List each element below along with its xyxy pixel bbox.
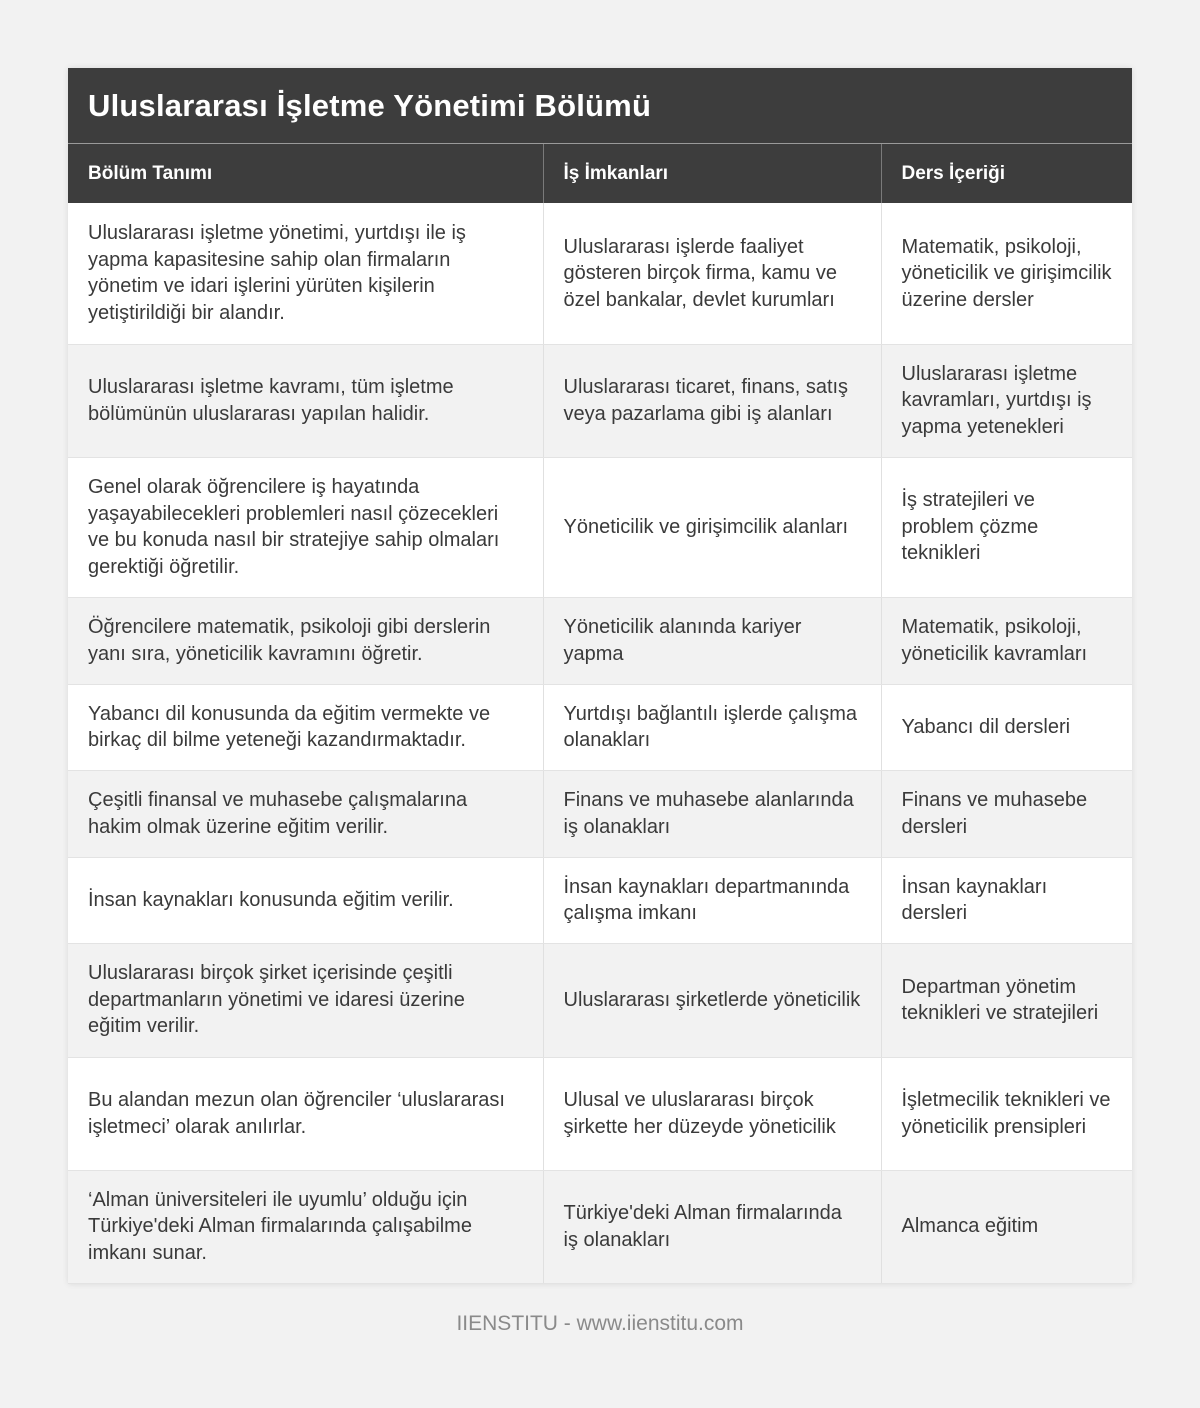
table-row — [68, 1057, 1132, 1170]
cell-bolum-tanimi: Uluslararası işletme yönetimi, yurtdışı ile iş yapma kapasitesine sahip olan firmaların yönetim ve idari işlerini yürüten kişilerin yetiştirildiği bir alandır. — [68, 203, 543, 344]
table-row — [68, 943, 1132, 1057]
cell-is-imkanlari: Uluslararası ticaret, finans, satış veya pazarlama gibi iş alanları — [543, 344, 881, 457]
cell-ders-icerigi: Finans ve muhasebe dersleri — [881, 770, 1132, 857]
cell-bolum-tanimi: Bu alandan mezun olan öğrenciler ‘uluslararası işletmeci’ olarak anılırlar. — [68, 1057, 543, 1170]
header-ders-icerigi: Ders İçeriği — [881, 144, 1132, 203]
cell-bolum-tanimi: Öğrencilere matematik, psikoloji gibi derslerin yanı sıra, yöneticilik kavramını öğretir. — [68, 597, 543, 684]
cell-bolum-tanimi: ‘Alman üniversiteleri ile uyumlu’ olduğu için Türkiye'deki Alman firmalarında çalışabilme imkanı sunar. — [68, 1170, 543, 1283]
header-row — [68, 144, 1132, 203]
table-card — [68, 68, 1132, 1284]
cell-bolum-tanimi: İnsan kaynakları konusunda eğitim verilir. — [68, 857, 543, 943]
cell-bolum-tanimi: Uluslararası işletme kavramı, tüm işletme bölümünün uluslararası yapılan halidir. — [68, 344, 543, 457]
cell-ders-icerigi: Yabancı dil dersleri — [881, 684, 1132, 770]
cell-is-imkanlari: Ulusal ve uluslararası birçok şirkette her düzeyde yöneticilik — [543, 1057, 881, 1170]
cell-is-imkanlari: Yöneticilik alanında kariyer yapma — [543, 597, 881, 684]
cell-is-imkanlari: Türkiye'deki Alman firmalarında iş olanakları — [543, 1170, 881, 1283]
cell-ders-icerigi: Matematik, psikoloji, yöneticilik ve girişimcilik üzerine dersler — [881, 203, 1132, 344]
cell-is-imkanlari: Yurtdışı bağlantılı işlerde çalışma olanakları — [543, 684, 881, 770]
table-row — [68, 684, 1132, 770]
cell-ders-icerigi: İş stratejileri ve problem çözme teknikleri — [881, 457, 1132, 597]
header-bolum-tanimi: Bölüm Tanımı — [68, 144, 543, 203]
header-is-imkanlari: İş İmkanları — [543, 144, 881, 203]
table-row — [68, 857, 1132, 943]
cell-ders-icerigi: Matematik, psikoloji, yöneticilik kavramları — [881, 597, 1132, 684]
cell-bolum-tanimi: Uluslararası birçok şirket içerisinde çeşitli departmanların yönetimi ve idaresi üzerine eğitim verilir. — [68, 943, 543, 1057]
table-row — [68, 597, 1132, 684]
cell-ders-icerigi: Uluslararası işletme kavramları, yurtdışı iş yapma yetenekleri — [881, 344, 1132, 457]
table-row — [68, 203, 1132, 344]
page-title: Uluslararası İşletme Yönetimi Bölümü — [88, 87, 652, 123]
cell-ders-icerigi: İşletmecilik teknikleri ve yöneticilik prensipleri — [881, 1057, 1132, 1170]
cell-is-imkanlari: Uluslararası işlerde faaliyet gösteren birçok firma, kamu ve özel bankalar, devlet kurumları — [543, 203, 881, 344]
cell-is-imkanlari: Yöneticilik ve girişimcilik alanları — [543, 457, 881, 597]
cell-bolum-tanimi: Çeşitli finansal ve muhasebe çalışmalarına hakim olmak üzerine eğitim verilir. — [68, 770, 543, 857]
info-table — [68, 144, 1132, 1284]
table-row — [68, 457, 1132, 597]
title-bar — [68, 68, 1132, 144]
cell-ders-icerigi: İnsan kaynakları dersleri — [881, 857, 1132, 943]
cell-is-imkanlari: Finans ve muhasebe alanlarında iş olanakları — [543, 770, 881, 857]
table-row — [68, 344, 1132, 457]
table-row — [68, 1170, 1132, 1283]
cell-ders-icerigi: Almanca eğitim — [881, 1170, 1132, 1283]
cell-ders-icerigi: Departman yönetim teknikleri ve stratejileri — [881, 943, 1132, 1057]
cell-bolum-tanimi: Yabancı dil konusunda da eğitim vermekte ve birkaç dil bilme yeteneği kazandırmaktadır. — [68, 684, 543, 770]
footer-credit: IIENSTITU - www.iienstitu.com — [456, 1312, 744, 1335]
cell-bolum-tanimi: Genel olarak öğrencilere iş hayatında yaşayabilecekleri problemleri nasıl çözecekleri ve bu konuda nasıl bir stratejiye sahip olmaları gerektiği öğretilir. — [68, 457, 543, 597]
table-row — [68, 770, 1132, 857]
cell-is-imkanlari: Uluslararası şirketlerde yöneticilik — [543, 943, 881, 1057]
cell-is-imkanlari: İnsan kaynakları departmanında çalışma imkanı — [543, 857, 881, 943]
